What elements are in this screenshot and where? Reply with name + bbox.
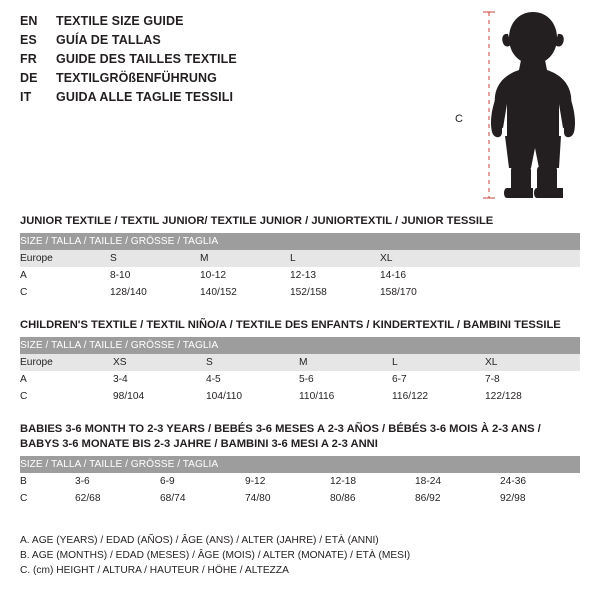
table-cell: 12-18 [330, 473, 415, 490]
language-row [20, 52, 450, 71]
footer-line: B. AGE (MONTHS) / EDAD (MESES) / ÂGE (MOIS) / ALTER (MONATE) / ETÀ (MESI) [20, 550, 411, 561]
figure-measure-label: C [455, 113, 463, 125]
table-cell: 92/98 [500, 490, 580, 507]
table-subtitle: SIZE / TALLA / TAILLE / GRÖSSE / TAGLIA [20, 337, 580, 354]
table-cell: 24-36 [500, 473, 580, 490]
table-cell: 8-10 [110, 267, 200, 284]
table-row [20, 388, 580, 405]
table-cell: 122/128 [485, 388, 580, 405]
children-size-table [20, 337, 580, 405]
section-title: JUNIOR TEXTILE / TEXTIL JUNIOR/ TEXTILE JUNIOR / JUNIORTEXTIL / JUNIOR TESSILE [20, 215, 494, 227]
language-code: FR [20, 52, 37, 66]
table-cell: 12-13 [290, 267, 380, 284]
language-legend [20, 14, 450, 109]
table-row [20, 490, 580, 507]
table-cell: 98/104 [113, 388, 206, 405]
language-text: GUIDE DES TAILLES TEXTILE [56, 52, 237, 66]
table-cell: 68/74 [160, 490, 245, 507]
section-junior [20, 214, 580, 301]
table-cell-empty [470, 284, 580, 301]
column-header: M [200, 250, 290, 267]
table-cell-empty [470, 267, 580, 284]
table-cell: 3-6 [75, 473, 160, 490]
table-row [20, 284, 580, 301]
row-label: C [20, 388, 113, 405]
table-subtitle: SIZE / TALLA / TAILLE / GRÖSSE / TAGLIA [20, 233, 580, 250]
row-label: A [20, 371, 113, 388]
section-children [20, 318, 580, 405]
table-column-header-row [20, 250, 580, 267]
table-cell: 14-16 [380, 267, 470, 284]
footer-line: C. (cm) HEIGHT / ALTURA / HAUTEUR / HÖHE / ALTEZZA [20, 565, 289, 576]
section-title-line2: BABYS 3-6 MONATE BIS 2-3 JAHRE / BAMBINI 3-6 MESI A 2-3 ANNI [20, 438, 378, 450]
column-header: XS [113, 354, 206, 371]
language-text: GUIDA ALLE TAGLIE TESSILI [56, 90, 234, 104]
table-cell: 9-12 [245, 473, 330, 490]
table-cell: 5-6 [299, 371, 392, 388]
table-cell: 158/170 [380, 284, 470, 301]
section-title: CHILDREN'S TEXTILE / TEXTIL NIÑO/A / TEXTILE DES ENFANTS / KINDERTEXTIL / BAMBINI TESSILE [20, 319, 561, 331]
column-header: L [290, 250, 380, 267]
row-label: B [20, 473, 75, 490]
footer-legend [20, 533, 580, 578]
section-babies [20, 422, 580, 507]
table-cell: 104/110 [206, 388, 299, 405]
row-label: A [20, 267, 110, 284]
junior-size-table [20, 233, 580, 301]
table-cell: 116/122 [392, 388, 485, 405]
row-label: C [20, 284, 110, 301]
language-row [20, 33, 450, 52]
footer-line: A. AGE (YEARS) / EDAD (AÑOS) / ÂGE (ANS) / ALTER (JAHRE) / ETÀ (ANNI) [20, 535, 379, 546]
column-header-empty [470, 250, 580, 267]
column-header: S [110, 250, 200, 267]
column-header: Europe [20, 354, 113, 371]
table-cell: 6-9 [160, 473, 245, 490]
column-header: Europe [20, 250, 110, 267]
language-row [20, 71, 450, 90]
table-cell: 80/86 [330, 490, 415, 507]
table-cell: 6-7 [392, 371, 485, 388]
table-cell: 140/152 [200, 284, 290, 301]
table-column-header-row [20, 354, 580, 371]
table-cell: 74/80 [245, 490, 330, 507]
section-title-line1: BABIES 3-6 MONTH TO 2-3 YEARS / BEBÉS 3-6 MESES A 2-3 AÑOS / BÉBÉS 3-6 MOIS À 2-3 ANS / [20, 423, 541, 435]
table-cell: 128/140 [110, 284, 200, 301]
table-cell: 62/68 [75, 490, 160, 507]
table-cell: 152/158 [290, 284, 380, 301]
table-row [20, 473, 580, 490]
language-text: TEXTILGRÖßENFÜHRUNG [56, 71, 217, 85]
table-cell: 10-12 [200, 267, 290, 284]
table-cell: 110/116 [299, 388, 392, 405]
table-row [20, 267, 580, 284]
babies-size-table [20, 456, 580, 507]
language-row [20, 14, 450, 33]
column-header: S [206, 354, 299, 371]
table-cell: 86/92 [415, 490, 500, 507]
row-label: C [20, 490, 75, 507]
toddler-silhouette-icon [475, 8, 595, 203]
table-cell: 3-4 [113, 371, 206, 388]
language-code: DE [20, 71, 38, 85]
column-header: XL [380, 250, 470, 267]
column-header: M [299, 354, 392, 371]
table-subtitle: SIZE / TALLA / TAILLE / GRÖSSE / TAGLIA [20, 456, 580, 473]
table-cell: 4-5 [206, 371, 299, 388]
table-row [20, 371, 580, 388]
measurement-figure [455, 8, 595, 203]
column-header: XL [485, 354, 580, 371]
language-code: ES [20, 33, 37, 47]
language-code: IT [20, 90, 32, 104]
table-cell: 18-24 [415, 473, 500, 490]
table-header-band [20, 233, 580, 250]
table-header-band [20, 456, 580, 473]
table-cell: 7-8 [485, 371, 580, 388]
table-header-band [20, 337, 580, 354]
language-text: TEXTILE SIZE GUIDE [56, 14, 184, 28]
language-text: GUÍA DE TALLAS [56, 33, 161, 47]
column-header: L [392, 354, 485, 371]
language-code: EN [20, 14, 38, 28]
language-row [20, 90, 450, 109]
